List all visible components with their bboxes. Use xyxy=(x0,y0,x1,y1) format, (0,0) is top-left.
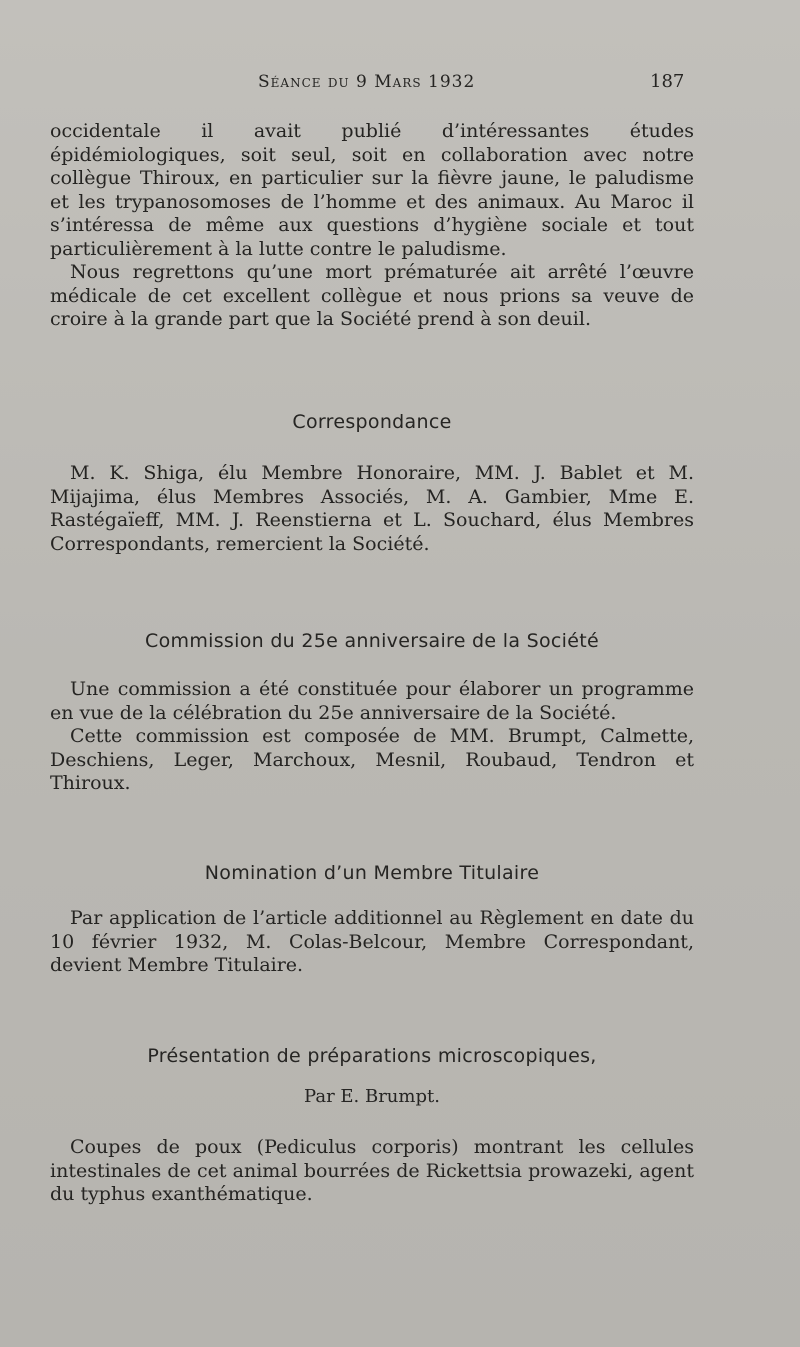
running-title: Séance du 9 Mars 1932 xyxy=(258,72,476,92)
nomination-section xyxy=(50,907,694,978)
intro-paragraph-1: occidentale il avait publié d’intéressantes études épidémiologiques, soit seul, soit en collaboration avec notre collègue Thiroux, en particulier sur la fièvre jaune, le paludisme et les trypanosomoses de l’homme et des animaux. Au Maroc il s’intéressa de même aux questions d’hygiène sociale et tout particulièrement à la lutte contre le paludisme. xyxy=(50,120,694,260)
presentation-byline: Par E. Brumpt. xyxy=(304,1086,440,1107)
correspondance-section xyxy=(50,462,694,556)
running-header xyxy=(0,72,800,96)
section-heading-presentation: Présentation de préparations microscopiques, xyxy=(147,1045,597,1067)
intro-paragraph-2: Nous regrettons qu’une mort prématurée ait arrêté l’œuvre médicale de cet excellent collègue et nous prions sa veuve de croire à la grande part que la Société prend à son deuil. xyxy=(50,261,694,330)
commission-paragraph-2: Cette commission est composée de MM. Brumpt, Calmette, Deschiens, Leger, Marchoux, Mesnil, Roubaud, Tendron et Thiroux. xyxy=(50,725,694,794)
nomination-paragraph: Par application de l’article additionnel au Règlement en date du 10 février 1932, M. Colas-Belcour, Membre Correspondant, devient Membre Titulaire. xyxy=(50,907,694,976)
correspondance-paragraph: M. K. Shiga, élu Membre Honoraire, MM. J. Bablet et M. Mijajima, élus Membres Associés, M. A. Gambier, Mme E. Rastégaïeff, MM. J. Reenstierna et L. Souchard, élus Membres Correspondants, remercient la Société. xyxy=(50,462,694,555)
presentation-paragraph: Coupes de poux (Pediculus corporis) montrant les cellules intestinales de cet animal bourrées de Rickettsia prowazeki, agent du typhus exanthématique. xyxy=(50,1136,694,1205)
page-number: 187 xyxy=(650,71,685,92)
section-heading-commission: Commission du 25e anniversaire de la Société xyxy=(145,630,599,652)
presentation-section xyxy=(50,1136,694,1207)
commission-section xyxy=(50,678,694,796)
section-heading-correspondance: Correspondance xyxy=(292,411,452,433)
intro-section xyxy=(50,120,694,332)
section-heading-nomination: Nomination d’un Membre Titulaire xyxy=(204,862,540,884)
commission-paragraph-1: Une commission a été constituée pour élaborer un programme en vue de la célébration du 25e anniversaire de la Société. xyxy=(50,678,694,724)
